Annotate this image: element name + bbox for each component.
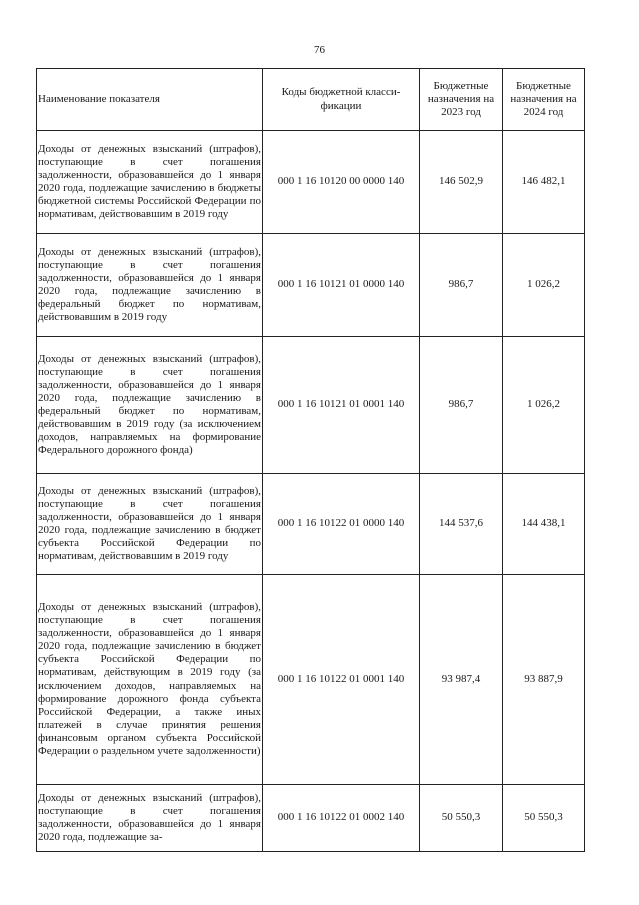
header-budget-code: Коды бюджетной класси-фикации — [263, 69, 420, 131]
amount-2024-cell: 50 550,3 — [503, 785, 585, 852]
indicator-name-cell: Доходы от денежных взысканий (штрафов), поступающие в счет погашения задолженности, образовавшейся до 1 января 2020 года, подлежащие зачислению в федеральный бюджет по нормативам, действовавшим в 2019 году (за исключением доходов, направляемых на формирование Федерального дорожного фонда) — [37, 337, 263, 474]
budget-code-cell: 000 1 16 10122 01 0000 140 — [263, 474, 420, 575]
header-allocation-2023: Бюджетные назначения на 2023 год — [420, 69, 503, 131]
amount-2024-cell: 93 887,9 — [503, 575, 585, 785]
indicator-name-cell: Доходы от денежных взысканий (штрафов), поступающие в счет погашения задолженности, образовавшейся до 1 января 2020 года, подлежащие зачислению в бюджеты бюджетной системы Российской Федерации по нормативам, действовавшим в 2019 году — [37, 131, 263, 234]
budget-code-cell: 000 1 16 10122 01 0001 140 — [263, 575, 420, 785]
amount-2024-cell: 146 482,1 — [503, 131, 585, 234]
table-row — [37, 337, 585, 474]
header-allocation-2024: Бюджетные назначения на 2024 год — [503, 69, 585, 131]
amount-2023-cell: 93 987,4 — [420, 575, 503, 785]
table-row — [37, 131, 585, 234]
indicator-name-cell: Доходы от денежных взысканий (штрафов), поступающие в счет погашения задолженности, образовавшейся до 1 января 2020 года, подлежащие зачислению в бюджет субъекта Российской Федерации по нормативам, действующим в 2019 году (за исключением доходов, направляемых на формирование дорожного фонда субъекта Российской Федерации, а также иных платежей в случае принятия решения финансовым органом субъекта Российской Федерации о раздельном учете задолженности) — [37, 575, 263, 785]
amount-2023-cell: 986,7 — [420, 234, 503, 337]
amount-2023-cell: 144 537,6 — [420, 474, 503, 575]
amount-2023-cell: 50 550,3 — [420, 785, 503, 852]
indicator-name-cell: Доходы от денежных взысканий (штрафов), поступающие в счет погашения задолженности, образовавшейся до 1 января 2020 года, подлежащие зачислению в федеральный бюджет по нормативам, действовавшим в 2019 году — [37, 234, 263, 337]
budget-table — [36, 68, 585, 852]
table-row — [37, 234, 585, 337]
page-number: 76 — [314, 44, 325, 56]
table-row — [37, 785, 585, 852]
amount-2024-cell: 1 026,2 — [503, 234, 585, 337]
budget-code-cell: 000 1 16 10120 00 0000 140 — [263, 131, 420, 234]
amount-2023-cell: 146 502,9 — [420, 131, 503, 234]
indicator-name-cell: Доходы от денежных взысканий (штрафов), поступающие в счет погашения задолженности, образовавшейся до 1 января 2020 года, подлежащие за- — [37, 785, 263, 852]
table-row — [37, 575, 585, 785]
header-indicator-name: Наименование показателя — [37, 69, 263, 131]
indicator-name-cell: Доходы от денежных взысканий (штрафов), поступающие в счет погашения задолженности, образовавшейся до 1 января 2020 года, подлежащие зачислению в бюджет субъекта Российской Федерации по нормативам, действовавшим в 2019 году — [37, 474, 263, 575]
table-row — [37, 474, 585, 575]
amount-2024-cell: 1 026,2 — [503, 337, 585, 474]
table-header-row — [37, 69, 585, 131]
budget-code-cell: 000 1 16 10122 01 0002 140 — [263, 785, 420, 852]
budget-code-cell: 000 1 16 10121 01 0000 140 — [263, 234, 420, 337]
budget-code-cell: 000 1 16 10121 01 0001 140 — [263, 337, 420, 474]
amount-2024-cell: 144 438,1 — [503, 474, 585, 575]
amount-2023-cell: 986,7 — [420, 337, 503, 474]
